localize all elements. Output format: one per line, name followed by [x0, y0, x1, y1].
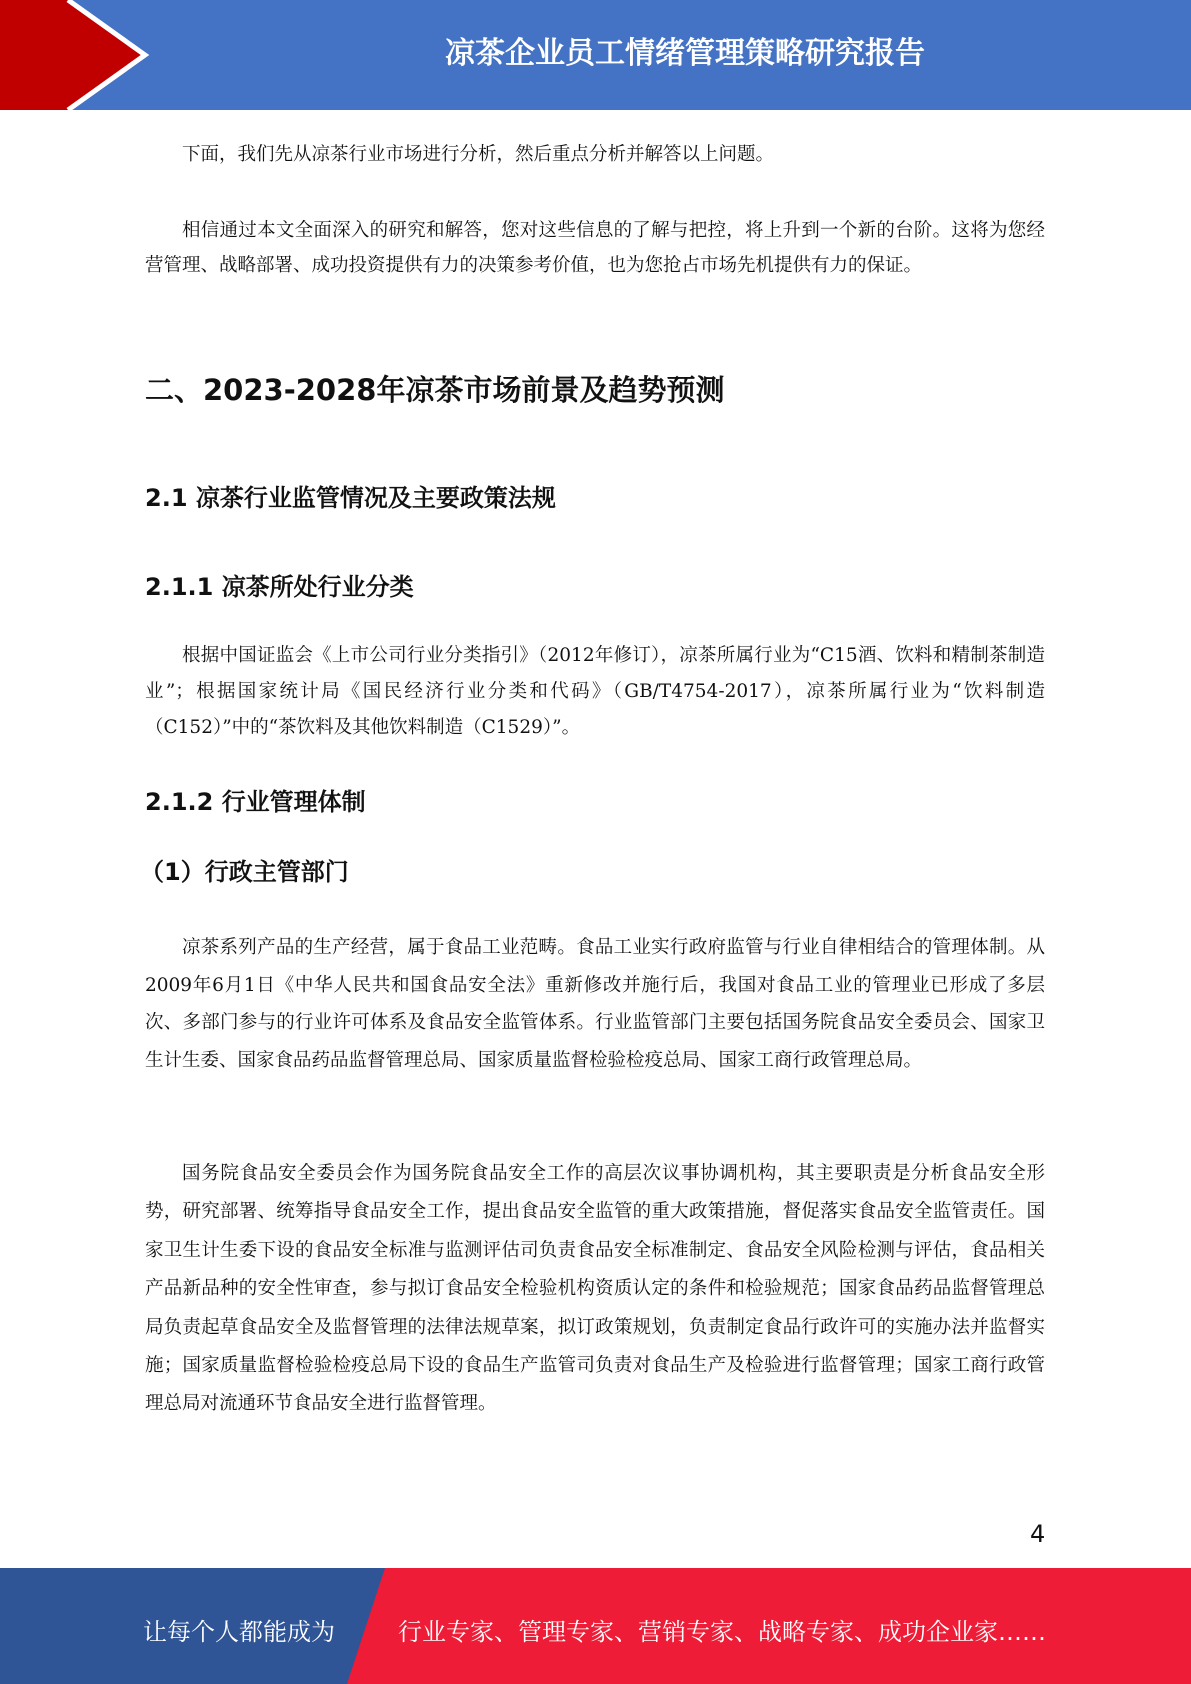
paragraph: 相信通过本文全面深入的研究和解答，您对这些信息的了解与把控，将上升到一个新的台阶。这将为您经营管理、战略部署、成功投资提供有力的决策参考价值，也为您抢占市场先机提供有力的保证。 [145, 220, 1045, 276]
section-heading: 二、2023-2028年凉茶市场前景及趋势预测 [145, 373, 725, 407]
paragraph: 下面，我们先从凉茶行业市场进行分析，然后重点分析并解答以上问题。 [182, 144, 775, 165]
page-footer [0, 1568, 1191, 1684]
footer-slogan-right: 行业专家、管理专家、营销专家、战略专家、成功企业家…… [398, 1618, 1046, 1646]
paragraph: 根据中国证监会《上市公司行业分类指引》（2012年修订），凉茶所属行业为“C15酒、饮料和精制茶制造业”；根据国家统计局《国民经济行业分类和代码》（GB/T4754-2017），凉茶所属行业为“饮料制造（C152）”中的“茶饮料及其他饮料制造（C1529）”。 [145, 645, 1045, 738]
footer-slogan-left: 让每个人都能成为 [143, 1618, 335, 1646]
paragraph: 国务院食品安全委员会作为国务院食品安全工作的高层次议事协调机构，其主要职责是分析食品安全形势，研究部署、统筹指导食品安全工作，提出食品安全监管的重大政策措施，督促落实食品安全监管责任。国家卫生计生委下设的食品安全标准与监测评估司负责食品安全标准制定、食品安全风险检测与评估，食品相关产品新品种的安全性审查，参与拟订食品安全检验机构资质认定的条件和检验规范；国家食品药品监督管理总局负责起草食品安全及监督管理的法律法规草案，拟订政策规划，负责制定食品行政许可的实施办法并监督实施；国家质量监督检验检疫总局下设的食品生产监管司负责对食品生产及检验进行监督管理；国家工商行政管理总局对流通环节食品安全进行监督管理。 [145, 1163, 1045, 1415]
subsection-heading: 2.1 凉茶行业监管情况及主要政策法规 [145, 484, 556, 512]
report-title: 凉茶企业员工情绪管理策略研究报告 [445, 36, 925, 71]
subsection-heading: 2.1.1 凉茶所处行业分类 [145, 573, 414, 601]
paragraph: 凉茶系列产品的生产经营，属于食品工业范畴。食品工业实行政府监管与行业自律相结合的管理体制。从2009年6月1日《中华人民共和国食品安全法》重新修改并施行后，我国对食品工业的管理业已形成了多层次、多部门参与的行业许可体系及食品安全监管体系。行业监管部门主要包括国务院食品安全委员会、国家卫生计生委、国家食品药品监督管理总局、国家质量监督检验检疫总局、国家工商行政管理总局。 [145, 937, 1045, 1071]
subsection-heading: 2.1.2 行业管理体制 [145, 788, 366, 816]
page-header [0, 0, 1191, 110]
page-number: 4 [1030, 1520, 1046, 1548]
subsection-heading: （1）行政主管部门 [140, 858, 349, 886]
